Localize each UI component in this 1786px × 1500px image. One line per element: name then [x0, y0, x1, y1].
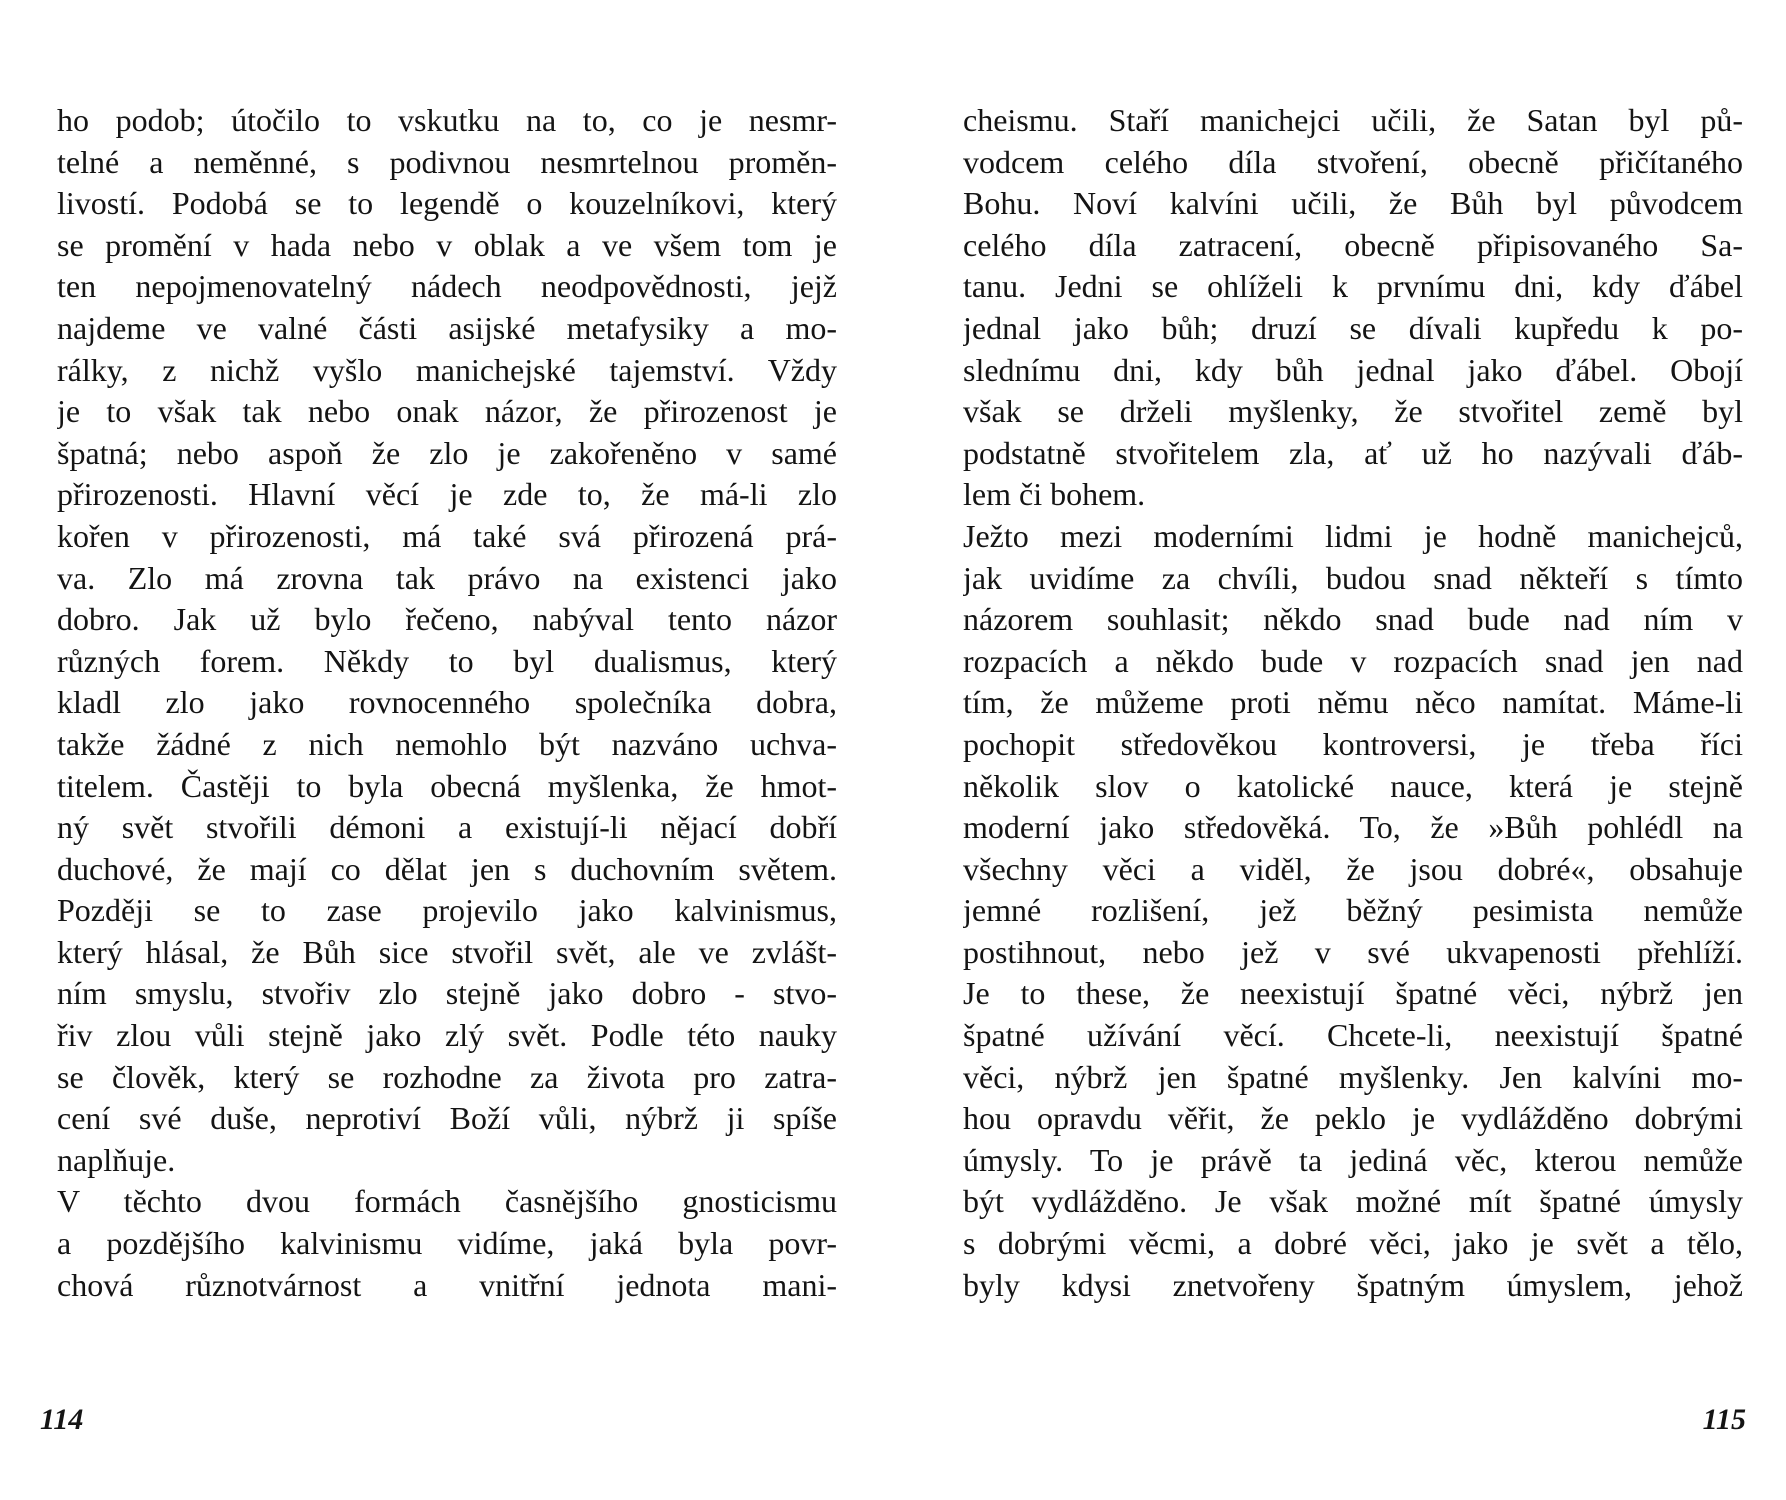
- text-line: všechny věci a viděl, že jsou dobré«, obsahuje: [963, 850, 1743, 887]
- left-page-text: [57, 100, 837, 1306]
- text-line: vodcem celého díla stvoření, obecně přičítaného: [963, 143, 1743, 180]
- text-line: se promění v hada nebo v oblak a ve všem tom je: [57, 226, 837, 263]
- text-line: tanu. Jedni se ohlíželi k prvnímu dni, kdy ďábel: [963, 268, 1743, 305]
- right-page-text: [963, 100, 1743, 1306]
- text-line: moderní jako středověká. To, že »Bůh pohlédl na: [963, 809, 1743, 846]
- text-line: podstatně stvořitelem zla, ať už ho nazývali ďáb-: [963, 434, 1743, 471]
- text-line: který hlásal, že Bůh sice stvořil svět, ale ve zvlášt-: [57, 933, 837, 970]
- text-line: být vydlážděno. Je však možné mít špatné úmysly: [963, 1183, 1743, 1220]
- text-line: lem či bohem.: [963, 476, 1146, 513]
- text-line: ním smyslu, stvořiv zlo stejně jako dobro - stvo-: [57, 975, 837, 1012]
- text-line: různých forem. Někdy to byl dualismus, který: [57, 642, 837, 679]
- text-line: celého díla zatracení, obecně připisovaného Sa-: [963, 226, 1743, 263]
- right-page-number: 115: [1702, 1403, 1746, 1436]
- text-line: telné a neměnné, s podivnou nesmrtelnou proměn-: [57, 143, 837, 180]
- text-line: byly kdysi znetvořeny špatným úmyslem, jehož: [963, 1266, 1743, 1303]
- text-line: cheismu. Staří manichejci učili, že Satan byl pů-: [963, 102, 1743, 138]
- text-line: va. Zlo má zrovna tak právo na existenci jako: [57, 559, 837, 596]
- left-page-number: 114: [40, 1403, 84, 1436]
- text-line: věci, nýbrž jen špatné myšlenky. Jen kalvíni mo-: [963, 1058, 1743, 1095]
- right-page: [893, 0, 1786, 1500]
- text-line: se člověk, který se rozhodne za života pro zatra-: [57, 1058, 837, 1095]
- text-line: kladl zlo jako rovnocenného společníka dobra,: [57, 684, 837, 721]
- text-line: kořen v přirozenosti, má také svá přirozená prá-: [57, 517, 837, 554]
- text-line: rálky, z nichž vyšlo manichejské tajemství. Vždy: [57, 351, 837, 388]
- text-line: je to však tak nebo onak názor, že přirozenost je: [57, 393, 837, 430]
- text-line: úmysly. To je právě ta jediná věc, kterou nemůže: [963, 1141, 1743, 1178]
- text-line: Bohu. Noví kalvíni učili, že Bůh byl původcem: [963, 185, 1743, 222]
- text-line: řiv zlou vůli stejně jako zlý svět. Podle této nauky: [57, 1017, 837, 1054]
- text-line: přirozenosti. Hlavní věcí je zde to, že má-li zlo: [57, 476, 837, 513]
- text-line: duchové, že mají co dělat jen s duchovním světem.: [57, 850, 837, 887]
- text-line: chová různotvárnost a vnitřní jednota mani-: [57, 1266, 837, 1303]
- text-line: špatná; nebo aspoň že zlo je zakořeněno v samé: [57, 434, 837, 471]
- text-line: rozpacích a někdo bude v rozpacích snad jen nad: [963, 642, 1743, 679]
- text-line: dobro. Jak už bylo řečeno, nabýval tento názor: [57, 601, 837, 638]
- text-line: a pozdějšího kalvinismu vidíme, jaká byla povr-: [57, 1225, 837, 1262]
- text-line: jak uvidíme za chvíli, budou snad někteří s tímto: [963, 559, 1743, 596]
- text-line: takže žádné z nich nemohlo být nazváno uchva-: [57, 725, 837, 762]
- text-line: názorem souhlasit; někdo snad bude nad ním v: [963, 601, 1743, 638]
- text-line: Později se to zase projevilo jako kalvinismus,: [57, 892, 837, 929]
- text-line: Ježto mezi moderními lidmi je hodně manichejců,: [963, 517, 1743, 554]
- text-line: ten nepojmenovatelný nádech neodpovědnosti, jejž: [57, 268, 837, 305]
- text-line: však se drželi myšlenky, že stvořitel země byl: [963, 393, 1743, 430]
- text-line: hou opravdu věřit, že peklo je vydlážděno dobrými: [963, 1100, 1743, 1137]
- text-line: s dobrými věcmi, a dobré věci, jako je svět a tělo,: [963, 1225, 1743, 1262]
- text-line: naplňuje.: [57, 1141, 176, 1178]
- text-line: pochopit středověkou kontroversi, je třeba říci: [963, 725, 1743, 762]
- text-line: jemné rozlišení, jež běžný pesimista nemůže: [963, 892, 1743, 929]
- text-line: postihnout, nebo jež v své ukvapenosti přehlíží.: [963, 933, 1743, 970]
- text-line: titelem. Častěji to byla obecná myšlenka, že hmot-: [57, 767, 837, 804]
- text-line: ho podob; útočilo to vskutku na to, co je nesmr-: [57, 102, 837, 138]
- text-line: slednímu dni, kdy bůh jednal jako ďábel. Obojí: [963, 351, 1743, 388]
- text-line: ný svět stvořili démoni a existují-li nějací dobří: [57, 809, 837, 846]
- text-line: tím, že můžeme proti němu něco namítat. Máme-li: [963, 684, 1743, 721]
- text-line: najdeme ve valné části asijské metafysiky a mo-: [57, 309, 837, 346]
- text-line: livostí. Podobá se to legendě o kouzelníkovi, který: [57, 185, 837, 222]
- text-line: V těchto dvou formách časnějšího gnosticismu: [57, 1183, 837, 1220]
- text-line: špatné užívání věcí. Chcete-li, neexistují špatné: [963, 1017, 1743, 1054]
- text-line: Je to these, že neexistují špatné věci, nýbrž jen: [963, 975, 1743, 1012]
- text-line: jednal jako bůh; druzí se dívali kupředu k po-: [963, 309, 1743, 346]
- text-line: několik slov o katolické nauce, která je stejně: [963, 767, 1743, 804]
- text-line: cení své duše, neprotiví Boží vůli, nýbrž ji spíše: [57, 1100, 837, 1137]
